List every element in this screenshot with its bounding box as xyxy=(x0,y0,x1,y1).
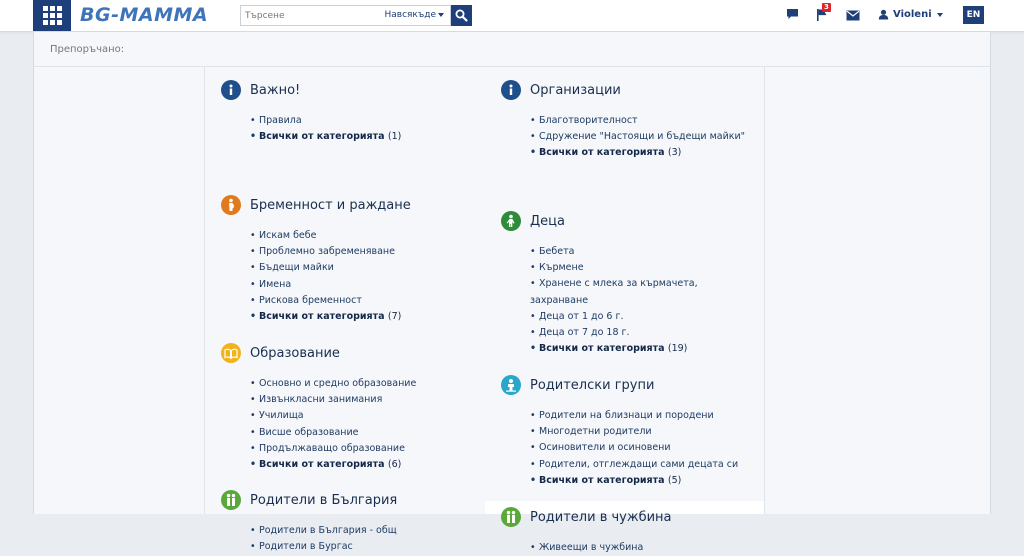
category-title[interactable]: Деца xyxy=(530,213,565,229)
pregnancy-icon xyxy=(221,195,241,215)
search-scope-label: Навсякъде xyxy=(384,10,436,20)
category-link[interactable]: • Извънкласни занимания xyxy=(250,392,467,408)
chat-icon[interactable] xyxy=(786,8,799,21)
category-links xyxy=(485,244,765,357)
all-in-category-link[interactable] xyxy=(250,309,467,325)
category-header[interactable] xyxy=(205,194,485,216)
category-links xyxy=(205,228,485,325)
all-count: (1) xyxy=(387,131,402,143)
category-title[interactable]: Организации xyxy=(530,82,621,98)
category-link[interactable]: • Осиновители и осиновени xyxy=(530,440,747,456)
category-title[interactable]: Родители в България xyxy=(250,492,398,508)
search-button[interactable] xyxy=(451,5,472,26)
language-switch[interactable]: EN xyxy=(963,6,984,24)
category-important xyxy=(205,79,485,145)
category-education xyxy=(205,342,485,473)
chevron-down-icon xyxy=(438,13,444,17)
category-title[interactable]: Важно! xyxy=(250,82,301,98)
category-header[interactable] xyxy=(205,489,485,511)
user-menu[interactable] xyxy=(878,9,943,20)
category-children xyxy=(485,210,765,357)
recommended-label: Препоръчано: xyxy=(50,44,125,55)
category-link[interactable]: • Многодетни родители xyxy=(530,424,747,440)
category-links xyxy=(205,523,485,555)
envelope-icon[interactable] xyxy=(846,10,860,21)
category-header[interactable] xyxy=(485,374,765,396)
category-link[interactable]: • Кърмене xyxy=(530,260,747,276)
category-header[interactable] xyxy=(485,79,765,101)
info-icon xyxy=(501,80,521,100)
grid-icon xyxy=(43,6,62,25)
all-count: (3) xyxy=(667,147,682,159)
all-count: (5) xyxy=(667,474,682,486)
all-label: Всички от категорията xyxy=(259,131,385,143)
category-link[interactable]: • Деца от 1 до 6 г. xyxy=(530,309,747,325)
category-link[interactable]: • Деца от 7 до 18 г. xyxy=(530,325,747,341)
category-organizations xyxy=(485,79,765,162)
category-link[interactable]: • Родители в България - общ xyxy=(250,523,467,539)
search-scope-dropdown[interactable] xyxy=(384,10,444,20)
category-link[interactable]: • Бъдещи майки xyxy=(250,260,467,276)
book-icon xyxy=(221,343,241,363)
category-pregnancy xyxy=(205,194,485,325)
main-panel xyxy=(33,32,991,553)
category-link[interactable]: • Училища xyxy=(250,408,467,424)
child-icon xyxy=(501,211,521,231)
recommended-bar xyxy=(34,32,990,67)
all-count: (19) xyxy=(667,343,688,355)
category-title[interactable]: Родителски групи xyxy=(530,377,655,393)
category-link[interactable]: • Родители, отглеждащи сами децата си xyxy=(530,457,747,473)
search-icon xyxy=(455,9,468,22)
category-link-line: Хранене с млека за кърмачета, xyxy=(539,278,698,290)
category-link[interactable]: • Бебета xyxy=(530,244,747,260)
all-in-category-link[interactable] xyxy=(250,457,467,473)
category-link[interactable]: • Продължаващо образование xyxy=(250,441,467,457)
info-icon xyxy=(221,80,241,100)
all-in-category-link[interactable] xyxy=(530,145,747,161)
category-title[interactable]: Образование xyxy=(250,345,340,361)
category-parent-groups xyxy=(485,374,765,489)
category-title[interactable]: Бременност и раждане xyxy=(250,197,411,213)
category-parents-abroad xyxy=(485,506,765,556)
category-header[interactable] xyxy=(205,79,485,101)
category-links xyxy=(205,376,485,473)
category-links xyxy=(205,113,485,145)
category-link[interactable]: • Живеещи в чужбина xyxy=(530,540,747,556)
category-links xyxy=(485,540,765,556)
all-label: Всички от категорията xyxy=(259,311,385,323)
user-icon xyxy=(878,9,889,20)
category-link-line: захранване xyxy=(530,294,589,306)
site-logo[interactable]: BG-MAMMA xyxy=(80,4,209,26)
category-link[interactable]: • Искам бебе xyxy=(250,228,467,244)
all-count: (7) xyxy=(387,311,402,323)
all-in-category-link[interactable] xyxy=(530,473,747,489)
top-header xyxy=(0,0,1024,32)
category-link[interactable]: • Имена xyxy=(250,277,467,293)
notification-badge: 3 xyxy=(824,3,829,11)
parents-icon xyxy=(221,490,241,510)
category-links xyxy=(485,113,765,162)
category-title[interactable]: Родители в чужбина xyxy=(530,509,672,525)
category-link[interactable]: • Благотворителност xyxy=(530,113,747,129)
category-link[interactable]: • Родители в Бургас xyxy=(250,539,467,555)
category-header[interactable] xyxy=(485,506,765,528)
parents-icon xyxy=(501,507,521,527)
category-header[interactable] xyxy=(205,342,485,364)
chevron-down-icon xyxy=(937,13,943,17)
category-link[interactable] xyxy=(530,276,747,308)
all-in-category-link[interactable] xyxy=(530,341,747,357)
all-label: Всички от категорията xyxy=(259,459,385,471)
category-links xyxy=(485,408,765,489)
category-link[interactable]: • Родители на близнаци и породени xyxy=(530,408,747,424)
parent-group-icon xyxy=(501,375,521,395)
all-label: Всички от категорията xyxy=(539,343,665,355)
category-link[interactable]: • Сдружение "Настоящи и бъдещи майки" xyxy=(530,129,747,145)
menu-grid-button[interactable] xyxy=(33,0,71,31)
all-count: (6) xyxy=(387,459,402,471)
category-link[interactable]: • Висше образование xyxy=(250,425,467,441)
category-link[interactable]: • Основно и средно образование xyxy=(250,376,467,392)
search-box xyxy=(240,5,451,26)
username-label: Violeni xyxy=(893,9,932,20)
category-link[interactable]: • Рискова бременност xyxy=(250,293,467,309)
categories-content xyxy=(204,67,765,553)
category-link[interactable]: • Проблемно забременяване xyxy=(250,244,467,260)
all-label: Всички от категорията xyxy=(539,474,665,486)
all-in-category-link[interactable] xyxy=(250,129,467,145)
category-parents-bulgaria xyxy=(205,489,485,555)
category-header[interactable] xyxy=(485,210,765,232)
category-link[interactable]: • Правила xyxy=(250,113,467,129)
all-label: Всички от категорията xyxy=(539,147,665,159)
search-input[interactable] xyxy=(241,6,376,25)
